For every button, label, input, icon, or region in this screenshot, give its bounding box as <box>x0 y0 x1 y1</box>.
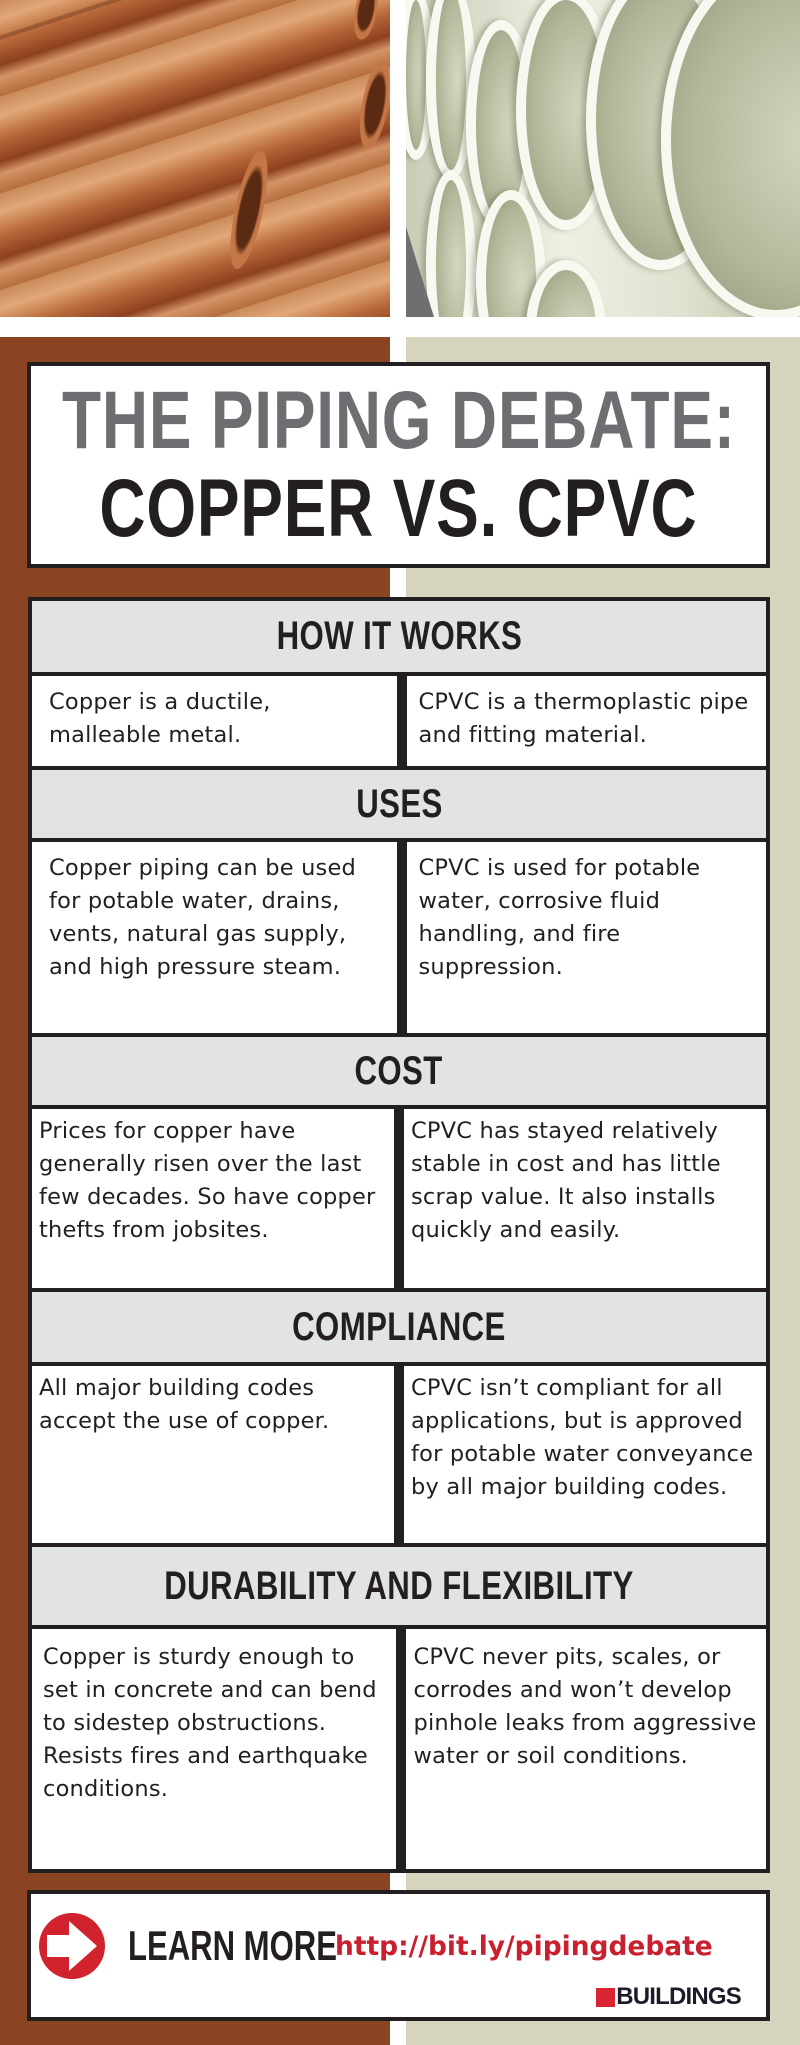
cpvc-cell: CPVC has stayed relatively stable in cost and has little scrap value. It also installs quickly and easily. <box>404 1109 766 1288</box>
section-heading: COST <box>354 1048 444 1093</box>
learn-more-label: LEARN MORE <box>128 1922 337 1969</box>
section-header-durability <box>32 1547 766 1625</box>
cpvc-cell: CPVC is a thermoplastic pipe and fitting material. <box>407 676 767 766</box>
copper-pipes-photo <box>0 0 390 317</box>
copper-cell: Copper is sturdy enough to set in concrete and can bend to sidestep obstructions. Resists fires and earthquake conditions. <box>32 1629 396 1869</box>
copper-cell: Prices for copper have generally risen over the last few decades. So have copper thefts from jobsites. <box>32 1109 394 1288</box>
section-row-cost <box>32 1109 766 1288</box>
pipe-end <box>350 0 382 41</box>
section-heading: USES <box>355 781 443 826</box>
section-header-cost <box>32 1037 766 1105</box>
arrow-right-circle-icon[interactable] <box>39 1913 105 1979</box>
learn-more-footer <box>27 1890 770 2021</box>
title-line-1: THE PIPING DEBATE: <box>61 375 736 466</box>
section-row-compliance <box>32 1366 766 1543</box>
section-row-durability <box>32 1629 766 1869</box>
brand-square-icon <box>596 1988 615 2007</box>
section-heading: DURABILITY AND FLEXIBILITY <box>164 1563 634 1608</box>
comparison-table <box>28 597 770 1873</box>
section-header-compliance <box>32 1292 766 1362</box>
section-heading: HOW IT WORKS <box>276 614 522 658</box>
copper-cell: Copper piping can be used for potable water, drains, vents, natural gas supply, and high pressure steam. <box>32 842 397 1033</box>
cpvc-cell: CPVC is used for potable water, corrosive fluid handling, and fire suppression. <box>407 842 767 1033</box>
cpvc-pipes-photo <box>406 0 800 317</box>
copper-cell: Copper is a ductile, malleable metal. <box>32 676 397 766</box>
brand-name: BUILDINGS <box>616 1983 741 2010</box>
section-header-how-it-works <box>32 601 766 672</box>
title-line-2: COPPER VS. CPVC <box>99 463 698 554</box>
learn-more-link[interactable]: http://bit.ly/pipingdebate <box>335 1931 713 1962</box>
section-row-uses <box>32 842 766 1033</box>
cpvc-cell: CPVC never pits, scales, or corrodes and won’t develop pinhole leaks from aggressive water or soil conditions. <box>406 1629 767 1869</box>
section-heading: COMPLIANCE <box>292 1304 506 1349</box>
pipe-end <box>354 58 390 151</box>
section-row-how-it-works <box>32 676 766 766</box>
copper-cell: All major building codes accept the use of copper. <box>32 1366 394 1543</box>
pipe-end <box>223 148 275 271</box>
cpvc-cell: CPVC isn’t compliant for all applications, but is approved for potable water conveyance by all major building codes. <box>404 1366 766 1543</box>
title-box <box>27 362 770 568</box>
pipe-ring <box>661 0 800 317</box>
section-header-uses <box>32 770 766 838</box>
shadow-corner <box>406 227 434 317</box>
buildings-logo <box>596 1983 741 2010</box>
